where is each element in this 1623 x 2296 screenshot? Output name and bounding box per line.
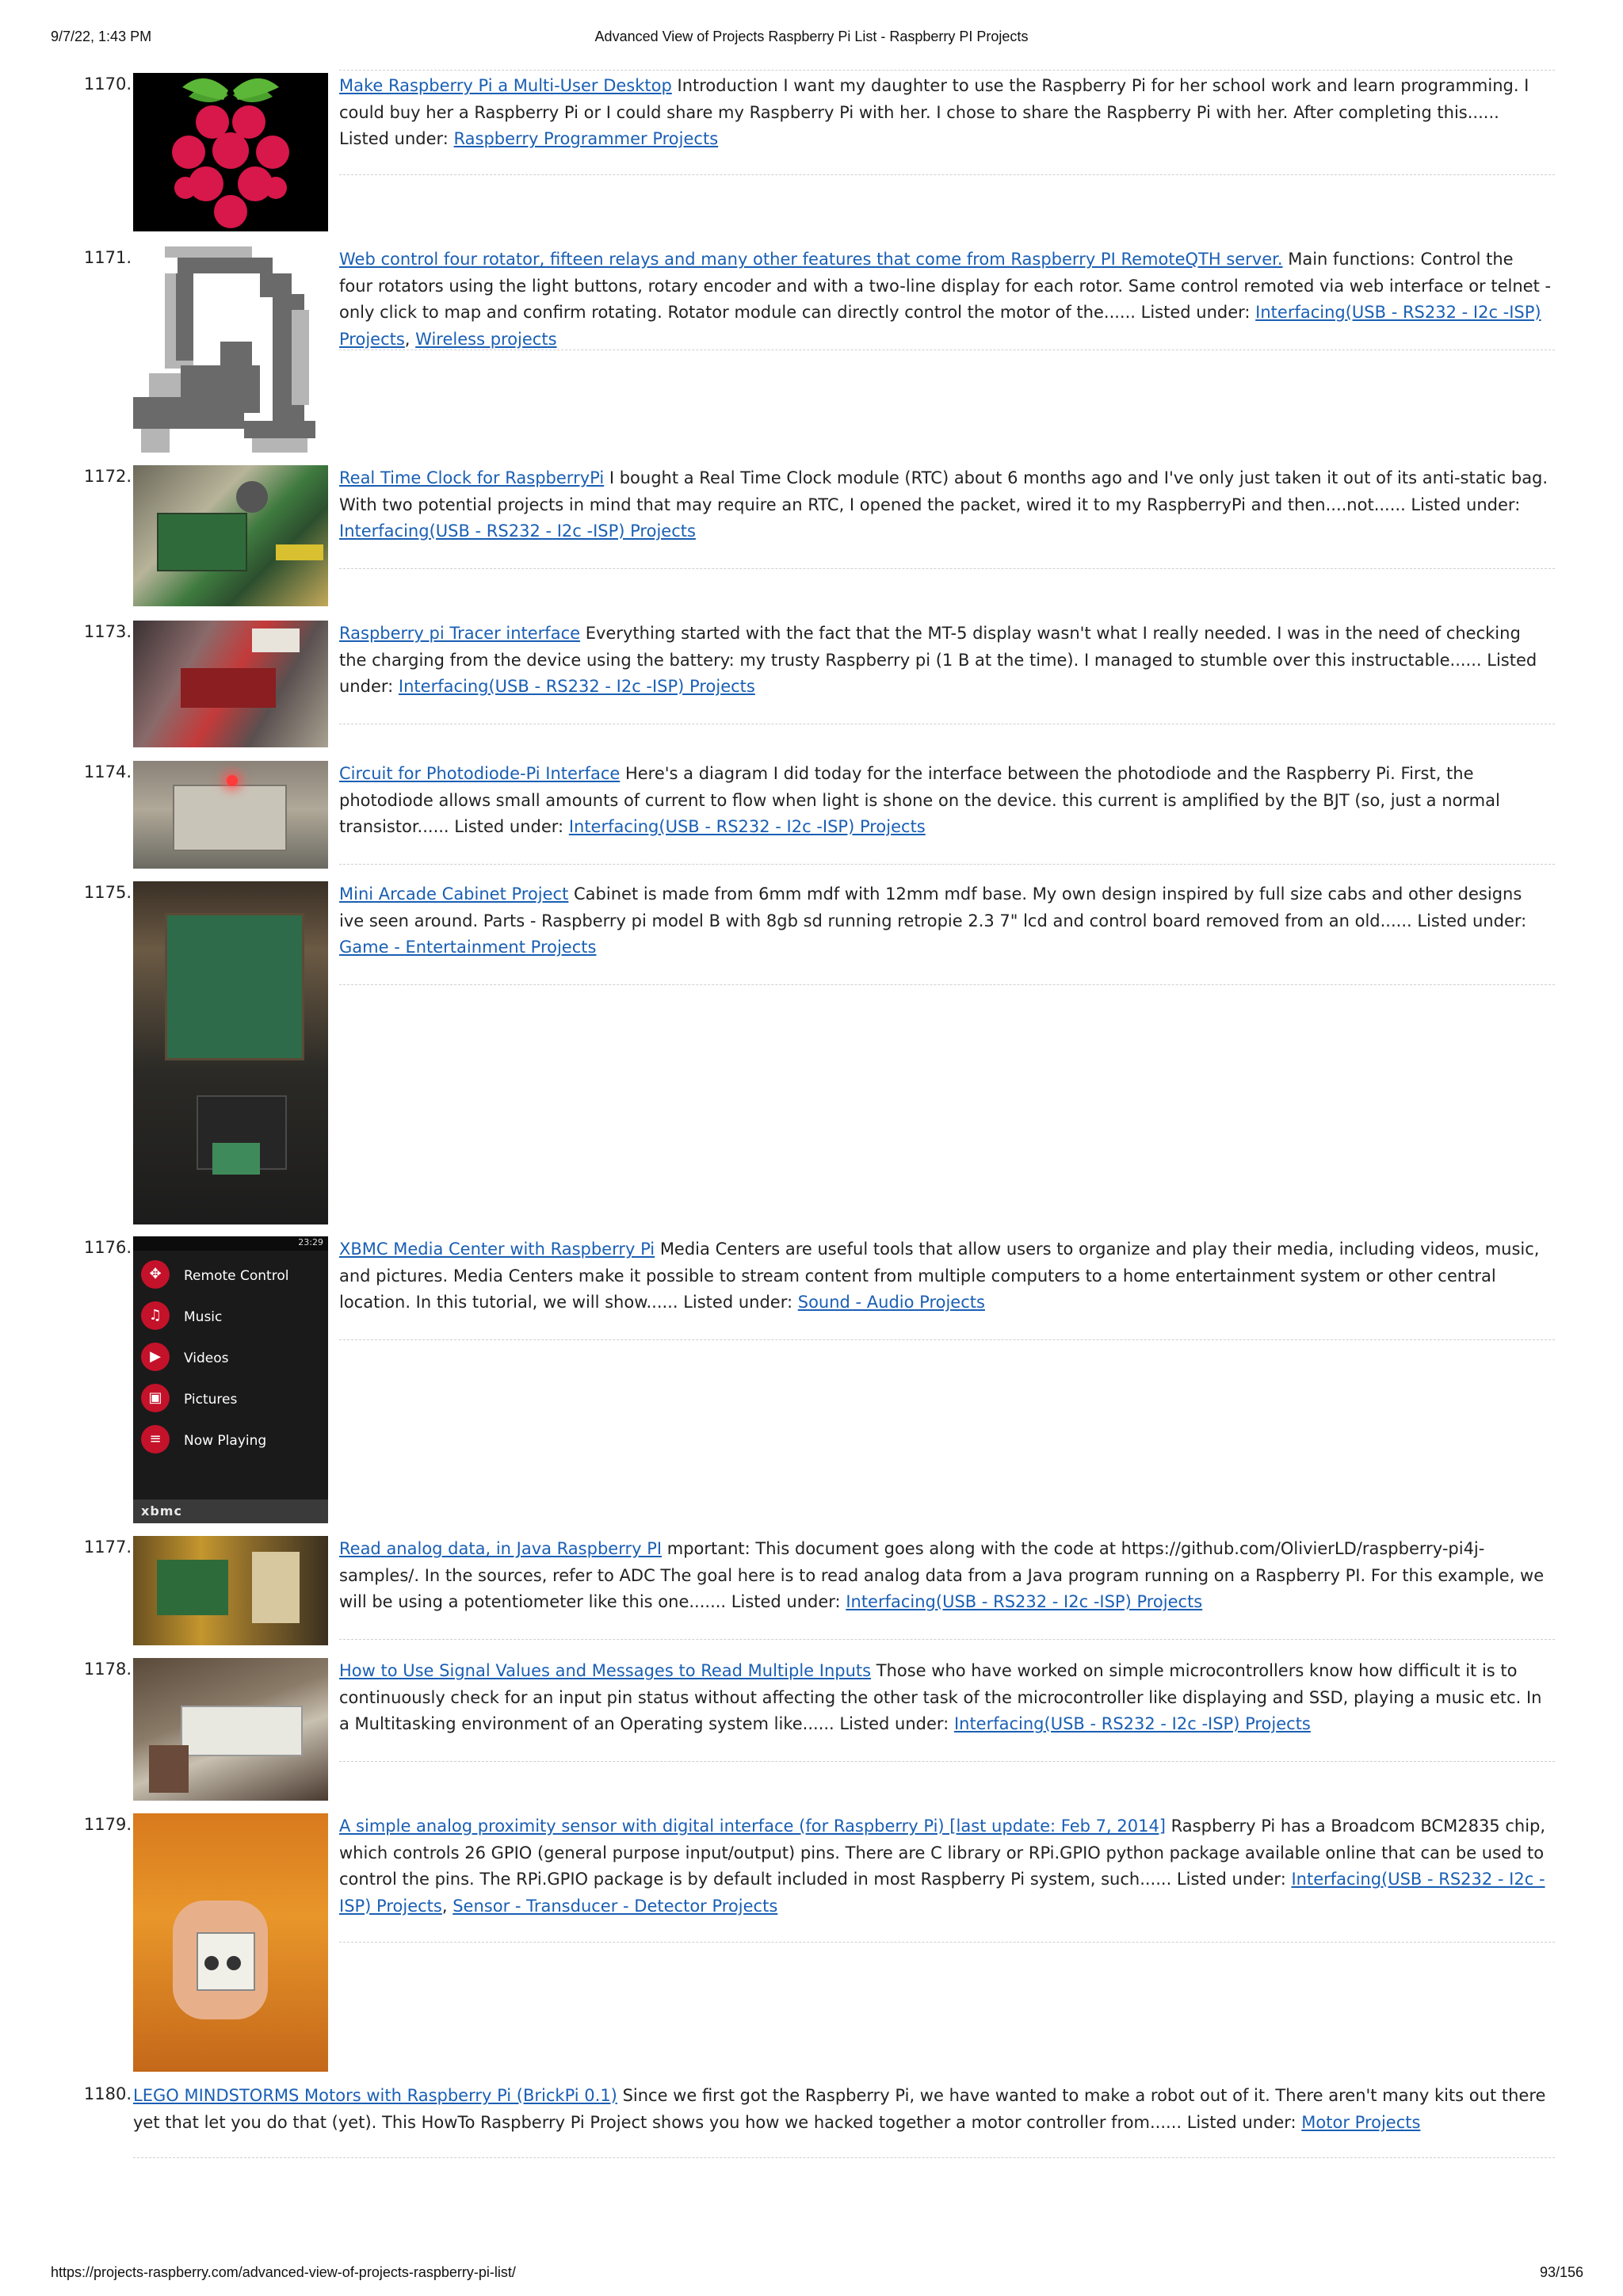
item-description [339, 1236, 1552, 1316]
item-number: 1173. [83, 622, 132, 641]
thumbnail-photo[interactable] [133, 1658, 328, 1801]
category-separator: , [404, 329, 416, 349]
thumbnail-xbmc-app[interactable] [133, 1236, 328, 1523]
status-time: 23:29 [298, 1237, 323, 1247]
item-title-link[interactable]: Make Raspberry Pi a Multi-User Desktop [339, 76, 672, 95]
item-text: Main functions: Control the four rotators using the light buttons, rotary encoder and with a two-line display for each rotor. Same control remoted via web interface or telnet - only click to map and confirm rotating. Rotator module can directly control the motor of the...... [339, 250, 1552, 322]
thumbnail-photo[interactable] [133, 621, 328, 747]
thumbnail-photo[interactable] [133, 761, 328, 869]
category-link[interactable]: Raspberry Programmer Projects [453, 129, 719, 148]
item-text: Since we first got the Raspberry Pi, we have wanted to make a robot out of it. There aren't many kits out there yet that let you do that (yet). This HowTo Raspberry Pi Project shows you how we hacked together a motor controller from...... [133, 2086, 1546, 2132]
item-separator [339, 174, 1555, 175]
menu-item: ♫ Music [133, 1297, 328, 1338]
item-number: 1172. [83, 467, 132, 486]
category-link[interactable]: Interfacing(USB - RS232 - I2c -ISP) Projects [568, 817, 926, 836]
listed-under-label: Listed under: [1411, 495, 1521, 514]
top-separator [339, 70, 1555, 71]
thumbnail-photo[interactable] [133, 881, 328, 1224]
item-text: Introduction I want my daughter to use the Raspberry Pi for her school work and learn programming. I could buy her a Raspberry Pi or I could share my Raspberry Pi with her. I chose to share the Raspberry Pi with her. After completing this...... [339, 76, 1529, 122]
item-title-link[interactable]: Web control four rotator, fifteen relays and many other features that come from Raspberry PI RemoteQTH server. [339, 250, 1283, 269]
app-footer [133, 1499, 328, 1523]
category-link[interactable]: Interfacing(USB - RS232 - I2c -ISP) Projects [398, 677, 755, 696]
item-text: I bought a Real Time Clock module (RTC) about 6 months ago and I've only just taken it out of its anti-static bag. With two potential projects in mind that may require an RTC, I opened the packet, wired it to my RaspberryPi and then....not...... [339, 468, 1549, 514]
menu-item: ≡ Now Playing [133, 1420, 328, 1461]
item-text: Those who have worked on simple microcontrollers know how difficult it is to continuously check for an input pin status without affecting the other task of the microcontroller like displaying and SSD, playing a music etc. In a Multitasking environment of an Operating system like...... [339, 1661, 1542, 1733]
thumbnail-raspberry-logo[interactable] [133, 73, 328, 231]
category-separator: , [441, 1896, 453, 1916]
item-description [339, 1536, 1552, 1616]
listed-under-label: Listed under: [1186, 2112, 1296, 2132]
category-link[interactable]: Sensor - Transducer - Detector Projects [453, 1896, 778, 1916]
item-description [133, 2083, 1552, 2136]
listed-under-label: Listed under: [839, 1714, 949, 1733]
xbmc-logo: xbmc [141, 1503, 182, 1519]
item-description [339, 1658, 1552, 1738]
item-number: 1176. [83, 1238, 132, 1257]
item-number: 1179. [83, 1815, 132, 1834]
item-description [339, 246, 1552, 353]
item-separator [339, 1639, 1555, 1640]
item-number: 1177. [83, 1538, 132, 1557]
item-title-link[interactable]: Real Time Clock for RaspberryPi [339, 468, 605, 487]
item-text: mportant: This document goes along with the code at https://github.com/OlivierLD/raspberry-pi4j-samples/. In the sources, refer to ADC The goal here is to read analog data from a Java program running on a Raspberry PI. For this example, we will be using a potentiometer like this one....... [339, 1539, 1545, 1611]
listed-under-label: Listed under: [1417, 911, 1527, 930]
print-datetime: 9/7/22, 1:43 PM [51, 29, 152, 44]
category-link[interactable]: Sound - Audio Projects [797, 1293, 985, 1312]
category-link[interactable]: Interfacing(USB - RS232 - I2c -ISP) Projects [339, 1870, 1545, 1916]
item-separator [339, 1761, 1555, 1762]
item-number: 1170. [83, 74, 132, 94]
item-description [339, 761, 1552, 841]
item-separator [339, 864, 1555, 865]
menu-item: ▶ Videos [133, 1338, 328, 1379]
item-title-link[interactable]: Raspberry pi Tracer interface [339, 624, 581, 643]
page-title: Advanced View of Projects Raspberry Pi List - Raspberry PI Projects [594, 29, 1029, 44]
page-url: https://projects-raspberry.com/advanced-view-of-projects-raspberry-pi-list/ [51, 2264, 516, 2280]
raspberry-logo-icon [133, 73, 328, 231]
item-text: Here's a diagram I did today for the interface between the photodiode and the Raspberry Pi. First, the photodiode allows small amounts of current to flow when light is shone on the device. this current is amplified by the BJT (so, just a normal transistor...... [339, 764, 1500, 836]
item-text: Everything started with the fact that the MT-5 display wasn't what I really needed. I was in the need of checking the charging from the device using the battery: my trusty Raspberry pi (1 B at the time). I managed to stumble over this instructable...... [339, 624, 1521, 670]
menu-item: ✥ Remote Control [133, 1255, 328, 1297]
category-link[interactable]: Game - Entertainment Projects [339, 938, 597, 957]
item-description [339, 73, 1552, 153]
item-title-link[interactable]: Circuit for Photodiode-Pi Interface [339, 764, 621, 783]
item-number: 1174. [83, 762, 132, 781]
item-text: Media Centers are useful tools that allow users to organize and play their media, including videos, music, and pictures. Media Centers make it possible to stream content from multiple computers to a home entertainment system or other central location. In this tutorial, we will show...... [339, 1240, 1540, 1312]
thumbnail-photo[interactable] [133, 1813, 328, 2072]
category-link[interactable]: Interfacing(USB - RS232 - I2c -ISP) Projects [846, 1592, 1203, 1611]
broken-image-icon [133, 246, 328, 453]
item-title-link[interactable]: A simple analog proximity sensor with digital interface (for Raspberry Pi) [last update: Feb 7, 2014] [339, 1817, 1166, 1836]
item-title-link[interactable]: Read analog data, in Java Raspberry PI [339, 1539, 663, 1558]
category-link[interactable]: Interfacing(USB - RS232 - I2c -ISP) Projects [339, 521, 696, 541]
item-title-link[interactable]: XBMC Media Center with Raspberry Pi [339, 1240, 655, 1259]
item-separator [339, 568, 1555, 569]
item-separator [339, 984, 1555, 985]
listed-under-label: Listed under: [731, 1592, 841, 1611]
listed-under-label: Listed under: [339, 129, 449, 148]
category-link[interactable]: Interfacing(USB - RS232 - I2c -ISP) Projects [953, 1714, 1311, 1733]
item-description [339, 465, 1552, 545]
item-text: Cabinet is made from 6mm mdf with 12mm mdf base. My own design inspired by full size cabs and other designs ive seen around. Parts - Raspberry pi model B with 8gb sd running retropie 2.3 7" lcd and control board removed from an old...... [339, 884, 1522, 930]
category-link[interactable]: Motor Projects [1301, 2112, 1421, 2132]
item-separator [339, 1339, 1555, 1340]
category-link[interactable]: Interfacing(USB - RS232 - I2c -ISP) Projects [339, 303, 1541, 349]
thumbnail-photo[interactable] [133, 465, 328, 606]
item-title-link[interactable]: Mini Arcade Cabinet Project [339, 884, 569, 904]
item-description [339, 621, 1552, 701]
item-number: 1171. [83, 248, 132, 267]
item-text: Raspberry Pi has a Broadcom BCM2835 chip, which controls 26 GPIO (general purpose input/output) pins. There are C library or RPi.GPIO python package available online that can be used to control the pins. The RPi.GPIO package is by default included in most Raspberry Pi system, such...... [339, 1817, 1546, 1889]
thumbnail-broken-image[interactable] [133, 246, 328, 453]
item-separator [339, 1942, 1555, 1943]
item-separator [133, 2157, 1555, 2158]
menu-item: ▣ Pictures [133, 1379, 328, 1420]
item-title-link[interactable]: LEGO MINDSTORMS Motors with Raspberry Pi (BrickPi 0.1) [133, 2086, 617, 2105]
status-bar [133, 1236, 328, 1251]
page-number: 93/156 [1539, 2264, 1583, 2280]
thumbnail-photo[interactable] [133, 1536, 328, 1645]
item-number: 1178. [83, 1660, 132, 1679]
listed-under-label: Listed under: [454, 817, 564, 836]
item-title-link[interactable]: How to Use Signal Values and Messages to Read Multiple Inputs [339, 1661, 872, 1680]
item-number: 1180. [83, 2084, 132, 2103]
listed-under-label: Listed under: [683, 1293, 793, 1312]
item-description [339, 1813, 1552, 1920]
category-link[interactable]: Wireless projects [415, 329, 557, 349]
listed-under-label: Listed under: [1140, 303, 1251, 322]
item-description [339, 881, 1552, 961]
listed-under-label: Listed under: [339, 650, 1537, 696]
item-number: 1175. [83, 883, 132, 902]
listed-under-label: Listed under: [1176, 1870, 1286, 1889]
